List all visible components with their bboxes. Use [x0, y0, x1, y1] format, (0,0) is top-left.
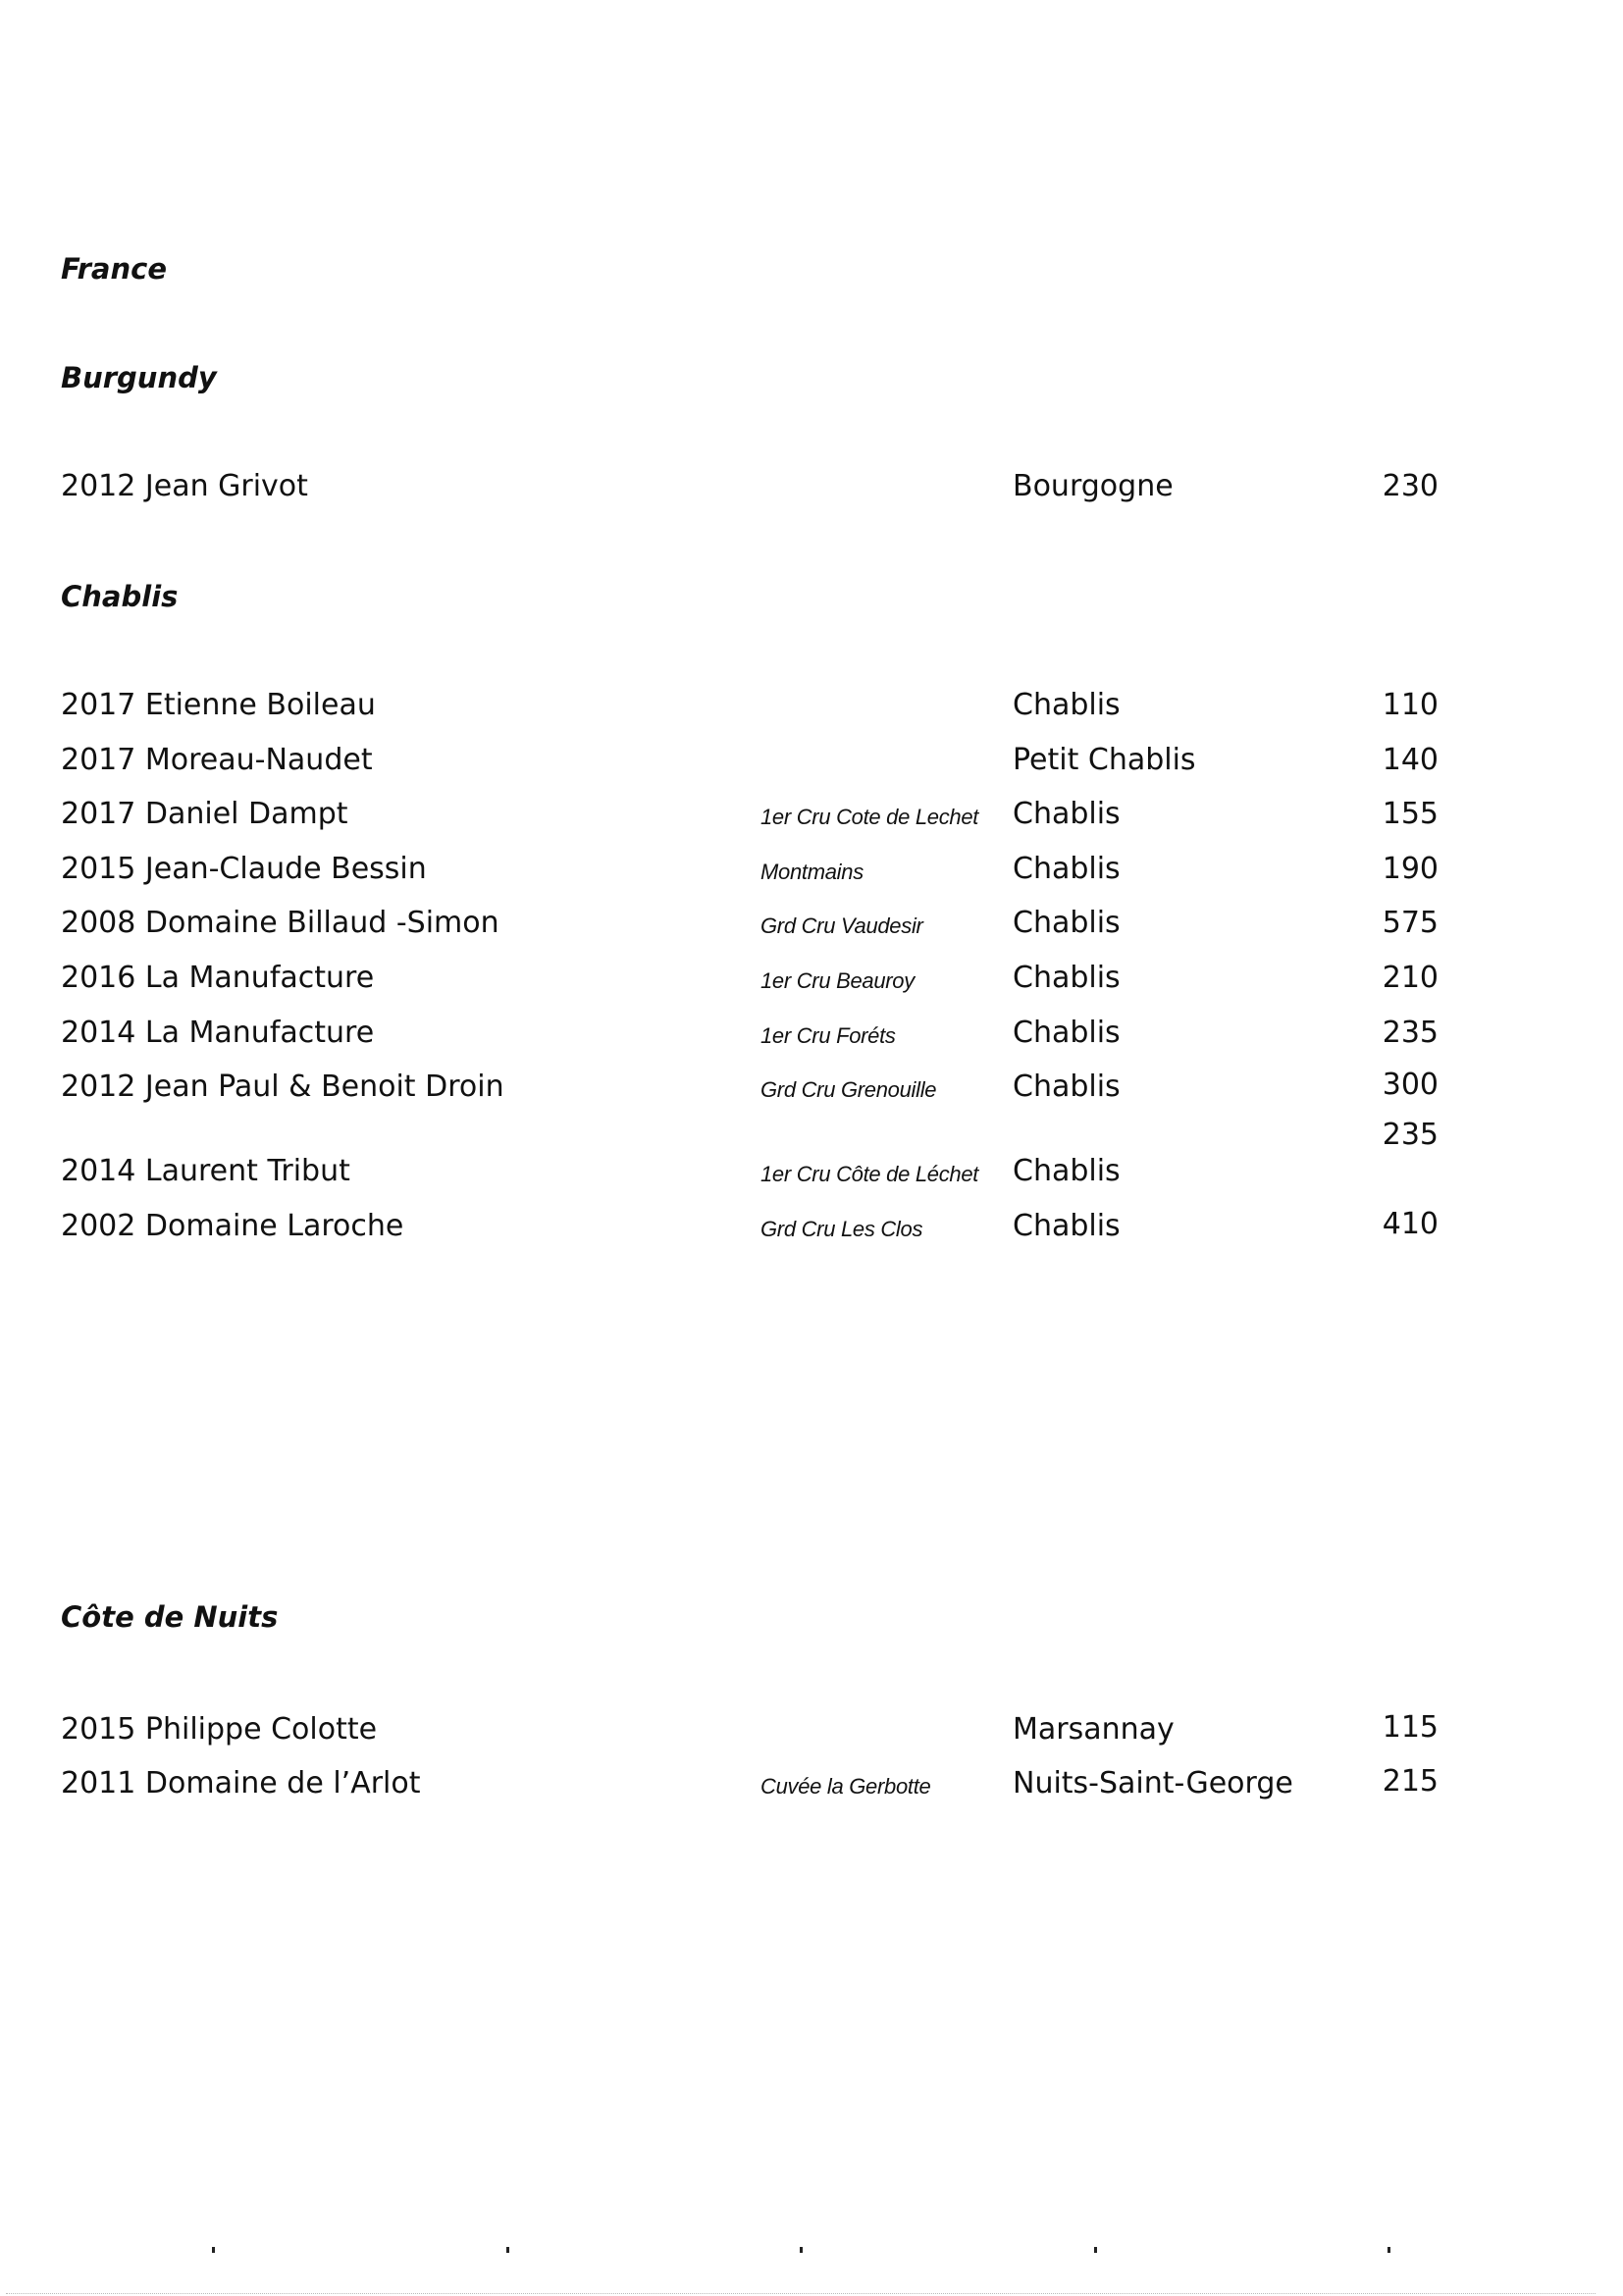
wine-price: 410 — [1382, 1207, 1439, 1241]
wine-appellation: 1er Cru Côte de Léchet — [760, 1162, 979, 1186]
divider-dot — [212, 2247, 215, 2253]
wine-price: 210 — [1382, 961, 1439, 995]
wine-price: 230 — [1382, 469, 1439, 503]
wine-price: 110 — [1382, 688, 1439, 722]
wine-price: 235 — [1382, 1118, 1439, 1152]
section-heading-burgundy: Burgundy — [61, 361, 217, 394]
wine-appellation: Cuvée la Gerbotte — [760, 1774, 931, 1799]
wine-price: 140 — [1382, 743, 1439, 777]
wine-price: 235 — [1382, 1016, 1439, 1050]
wine-region: Nuits-Saint-George — [1013, 1766, 1293, 1800]
wine-region: Petit Chablis — [1013, 743, 1196, 777]
wine-appellation: Grd Cru Grenouille — [760, 1077, 937, 1102]
wine-appellation: 1er Cru Foréts — [760, 1023, 896, 1048]
wine-region: Chablis — [1013, 1070, 1121, 1104]
wine-name: 2017 Etienne Boileau — [61, 688, 376, 722]
wine-appellation: Grd Cru Les Clos — [760, 1217, 923, 1241]
wine-name: 2017 Moreau-Naudet — [61, 743, 373, 777]
wine-region: Chablis — [1013, 1209, 1121, 1243]
wine-price: 115 — [1382, 1710, 1439, 1745]
wine-price: 300 — [1382, 1068, 1439, 1102]
wine-region: Chablis — [1013, 688, 1121, 722]
wine-region: Marsannay — [1013, 1712, 1175, 1747]
divider-dot — [1094, 2247, 1097, 2253]
wine-appellation: 1er Cru Beauroy — [760, 968, 915, 993]
country-heading: France — [61, 252, 167, 286]
wine-appellation: Grd Cru Vaudesir — [760, 913, 923, 938]
wine-region: Chablis — [1013, 1016, 1121, 1050]
section-heading-chablis: Chablis — [61, 580, 179, 613]
wine-name: 2002 Domaine Laroche — [61, 1209, 404, 1243]
wine-price: 215 — [1382, 1764, 1439, 1799]
wine-region: Bourgogne — [1013, 469, 1174, 503]
wine-name: 2012 Jean Paul & Benoit Droin — [61, 1070, 504, 1104]
wine-name: 2016 La Manufacture — [61, 961, 375, 995]
wine-price: 575 — [1382, 906, 1439, 940]
wine-name: 2014 La Manufacture — [61, 1016, 375, 1050]
page-bottom-border — [6, 2293, 1596, 2294]
wine-appellation: Montmains — [760, 860, 864, 884]
wine-name: 2014 Laurent Tribut — [61, 1154, 350, 1188]
wine-name: 2008 Domaine Billaud -Simon — [61, 906, 499, 940]
wine-name: 2011 Domaine de l’Arlot — [61, 1766, 421, 1800]
wine-region: Chablis — [1013, 797, 1121, 831]
wine-name: 2015 Jean-Claude Bessin — [61, 852, 427, 886]
wine-region: Chablis — [1013, 1154, 1121, 1188]
wine-price: 190 — [1382, 852, 1439, 886]
divider-dot — [506, 2247, 509, 2253]
divider-dot — [800, 2247, 803, 2253]
divider-dot — [1387, 2247, 1390, 2253]
wine-name: 2015 Philippe Colotte — [61, 1712, 378, 1747]
wine-appellation: 1er Cru Cote de Lechet — [760, 805, 979, 829]
wine-region: Chablis — [1013, 906, 1121, 940]
wine-price: 155 — [1382, 797, 1439, 831]
wine-name: 2012 Jean Grivot — [61, 469, 308, 503]
wine-region: Chablis — [1013, 961, 1121, 995]
wine-region: Chablis — [1013, 852, 1121, 886]
section-heading-cote-de-nuits: Côte de Nuits — [61, 1600, 279, 1634]
wine-name: 2017 Daniel Dampt — [61, 797, 348, 831]
